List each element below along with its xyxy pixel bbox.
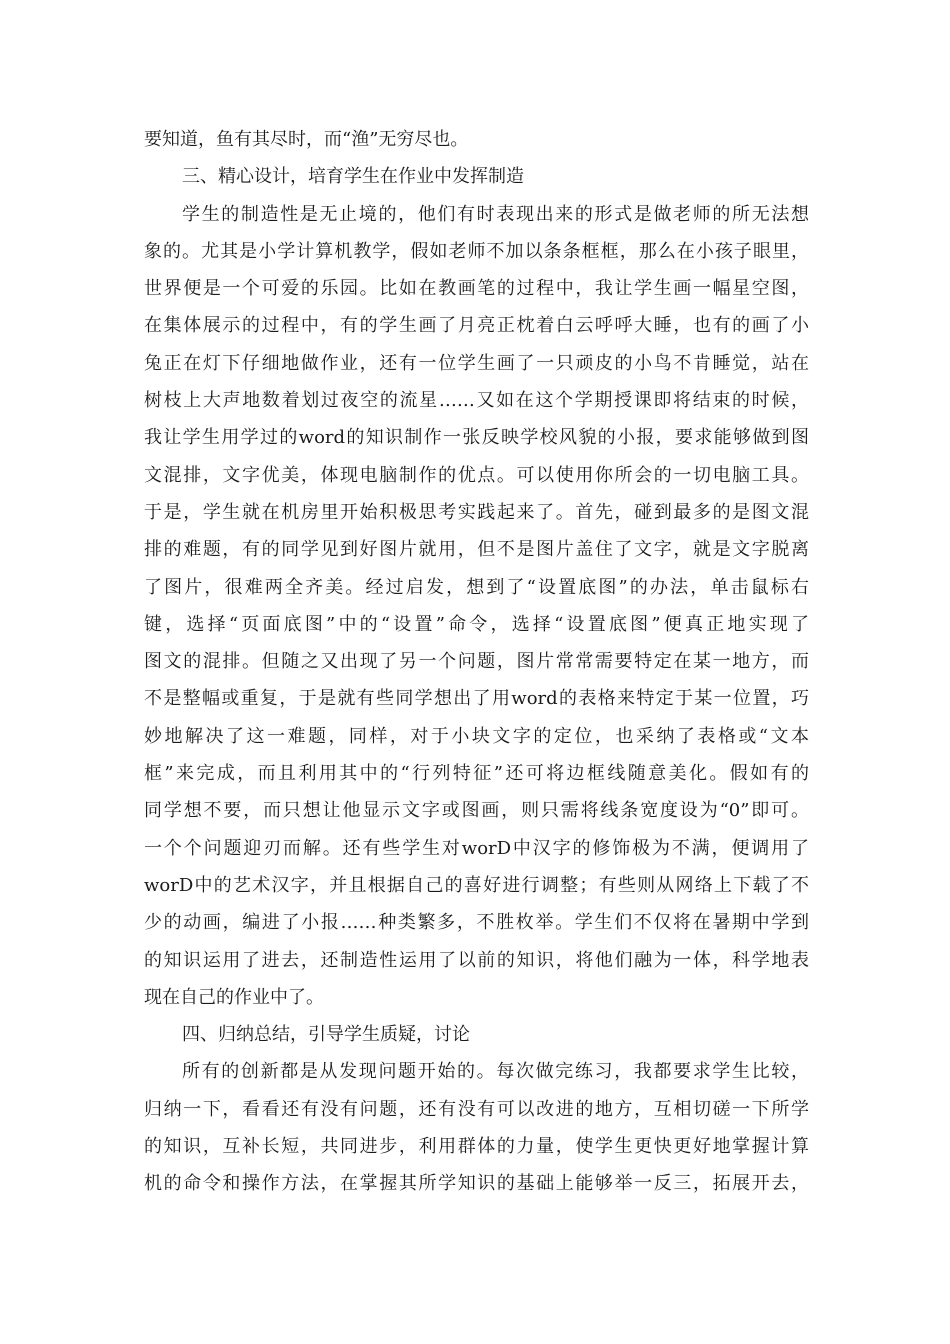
section-heading: 四、归纳总结，引导学生质疑，讨论 [182,1024,470,1046]
document-page [144,121,809,1203]
text-line: 于是，学生就在机房里开始积极思考实践起来了。首先，碰到最多的是图文混 [144,501,809,523]
text-line: 了图片，很难两全齐美。经过启发，想到了“设置底图”的办法，单击鼠标右 [144,576,809,598]
text-line: 现在自己的作业中了。 [144,986,324,1008]
text-line: 象的。尤其是小学计算机教学，假如老师不加以条条框框，那么在小孩子眼里， [144,240,809,262]
text-line: 要知道，鱼有其尽时，而“渔”无穷尽也。 [144,129,469,150]
text-line: 兔正在灯下仔细地做作业，还有一位学生画了一只顽皮的小鸟不肯睡觉，站在 [144,352,809,374]
text-line: 文混排，文字优美，体现电脑制作的优点。可以使用你所会的一切电脑工具。 [144,464,809,486]
text-line: 在集体展示的过程中，有的学生画了月亮正枕着白云呼呼大睡，也有的画了小 [144,315,809,337]
text-line: 同学想不要，而只想让他显示文字或图画，则只需将线条宽度设为“0”即可。 [144,800,809,822]
text-line: 的知识，互补长短，共同进步，利用群体的力量，使学生更快更好地掌握计算 [144,1136,809,1158]
text-line: 图文的混排。但随之又出现了另一个问题，图片常常需要特定在某一地方，而 [144,651,809,673]
text-line: 排的难题，有的同学见到好图片就用，但不是图片盖住了文字，就是文字脱离 [144,539,809,561]
text-line: 我让学生用学过的word的知识制作一张反映学校风貌的小报，要求能够做到图 [144,427,809,449]
text-line: 键，选择“页面底图”中的“设置”命令，选择“设置底图”便真正地实现了 [144,613,809,635]
text-line: 学生的制造性是无止境的，他们有时表现出来的形式是做老师的所无法想 [182,203,809,225]
text-line: 机的命令和操作方法，在掌握其所学知识的基础上能够举一反三，拓展开去， [144,1173,809,1195]
text-line: 框”来完成，而且利用其中的“行列特征”还可将边框线随意美化。假如有的 [144,763,809,785]
text-line: 妙地解决了这一难题，同样，对于小块文字的定位，也采纳了表格或“文本 [144,725,809,747]
text-line: 树枝上大声地数着划过夜空的流星……又如在这个学期授课即将结束的时候， [144,390,809,412]
text-line: 所有的创新都是从发现问题开始的。每次做完练习，我都要求学生比较， [182,1061,809,1083]
text-line: 世界便是一个可爱的乐园。比如在教画笔的过程中，我让学生画一幅星空图， [144,278,809,300]
section-heading: 三、精心设计，培育学生在作业中发挥制造 [182,166,524,188]
text-line: worD中的艺术汉字，并且根据自己的喜好进行调整；有些则从网络上下载了不 [144,874,809,896]
text-line: 一个个问题迎刃而解。还有些学生对worD中汉字的修饰极为不满，便调用了 [144,837,809,859]
text-line: 不是整幅或重复，于是就有些同学想出了用word的表格来特定于某一位置，巧 [144,688,809,710]
text-line: 少的动画，编进了小报……种类繁多，不胜枚举。学生们不仅将在暑期中学到 [144,912,809,934]
text-line: 的知识运用了进去，还制造性运用了以前的知识，将他们融为一体，科学地表 [144,949,809,971]
text-line: 归纳一下，看看还有没有问题，还有没有可以改进的地方，互相切磋一下所学 [144,1098,809,1120]
